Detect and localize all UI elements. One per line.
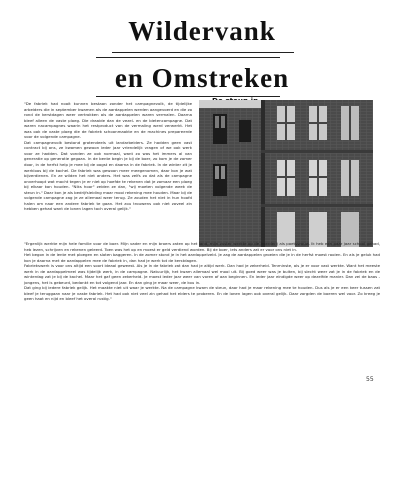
paragraph-1: "De fabriek had nooit kunnen bestaan zonder het campagnevolk, de tijdelijke arbeiders die in september kwamen als de aardappelen werden aangevoerd en die zo rond de kerstdagen weer vertrokken als de aardappelen waren vermalen. Daarna bleef alleen de vaste ploeg. Die draaide dan de vezel- en de bietencampagne. Dat waren nacampagnes waarin het restproduct van de vermaling werd verwerkt. Het was ook de vaste ploeg die de fabriek schoonmaakte en de machines prepareerde voor de volgende campagne. xyxy=(24,101,192,140)
paragraph-3: "Ergenlijk werkte mijn hele familie voor de boer. Mijn vader en mijn broers zaten op het land, mijn zuster werkte op de boerderij als poetsvrouw. Ik heb een paar jaar school gehad, heb lezen, schrijven en rekenen geleerd. Toen was het op en moest er geld verdiend worden. Bij de boer, iets anders zat er voor ons niet in. xyxy=(24,241,380,252)
title-line-2-text: en Omstreken xyxy=(114,63,290,93)
page-number: 55 xyxy=(366,376,374,383)
article-column-upper xyxy=(24,101,192,212)
title-rule-middle xyxy=(96,57,280,58)
title-line-2 xyxy=(0,63,404,93)
title-rule-top xyxy=(112,52,294,53)
paragraph-6: Dat ging bij iedere fabriek gelijk. Het maakte niet uit waar je werkte. Na de campagne kwam de steun, daar had je maar rekening mee te houden. Dus als je er een keer tussen zat bleef je teruggaan naar je vaste fabriek. Het had ook niet veel zin gehad het elders te proberen. En de lonen lagen ook overal gelijk. Daar zorgden de boeren wel voor. Zo kreeg je geen haat en nijd en bleef het overal rustig." xyxy=(24,285,380,302)
paragraph-4: Het begon in de lente met ploegen en sloten baggeren. In de zomer stond je in het aardappelveld. Je zag de aardappelen groeien die je in de herfst moest rooien. En als je geluk had kon je daarna met de aardappelen mee de fabriek in, dan had je werk tot de kerstdagen. xyxy=(24,252,380,263)
article-column-lower xyxy=(24,241,380,302)
building-photo xyxy=(199,100,373,247)
title-line-1 xyxy=(0,16,404,46)
title-line-1-text: Wildervank xyxy=(128,16,276,46)
paragraph-2: Dat campagnevolk bestond grotendeels uit landarbeiders. Ze hadden geen vast contract bij ons, ze kwamen gewoon ieder jaar vriendelijk vragen of we ook werk voor ze hadden. Dat vonden ze ook normaal, want zo was het immers al van generatie op generatie gegaan. In de bente begin je bij de boer, zo kom je de zomer door, in de herfst help je mee bij de oogst en daarna in de fabriek. In de winter zit je werkloos bij de kachel. De fabriek was gewoon meer meegenomen, daar kon je wat bijverdienen. En ze wilden het niet anders. Het was zelfs zo dat als de campagne onverhoopt wat mocht tegen je er niet op hoefde te rekenen dat je zomaar een ploeg bij elkaar kon houden. "Niks hoor" zeiden ze dan, "wij moeten volgende week de steun in." Daar kon je als bedrijfsleiding maar mooi rekening mee houden. Maar bij de volgende campagne zag je ze allemaal weer terug. Ze zouden het niet in hun hoofd halen om naar een andere fabriek te gaan. Het zou trouwens ook niet zoveel zin hebben gehad want de lonen lagen toch overal gelijk." xyxy=(24,139,192,212)
paragraph-5: Fabriekswerk is voor ons altijd een soort ideaal geweest. Als je in de fabriek zat dan had je altijd werk. Dan had je zekerheid. Tenminste, als je er voor vast werkte. Want het meeste werk in de aardappelmeel was tijdelijk werk, in de campagne. Natuurlijk, het kwam allemaal wel mooi uit. Bij goed weer was je buiten, bij slecht weer zat je in de fabriek en de winterdag zat je bij de kachel. Maar het gaf geen zekerheid. Je moest ieder jaar weer van voren af aan beginnen. En ieder jaar eindigde weer op dezelfde manier. Dan zei de baas - jongens, het is gebeurd, bedankt en tot volgend jaar. En dan ging je maar weer, de kou in. xyxy=(24,263,380,285)
brick-building-photo-icon xyxy=(199,100,373,247)
